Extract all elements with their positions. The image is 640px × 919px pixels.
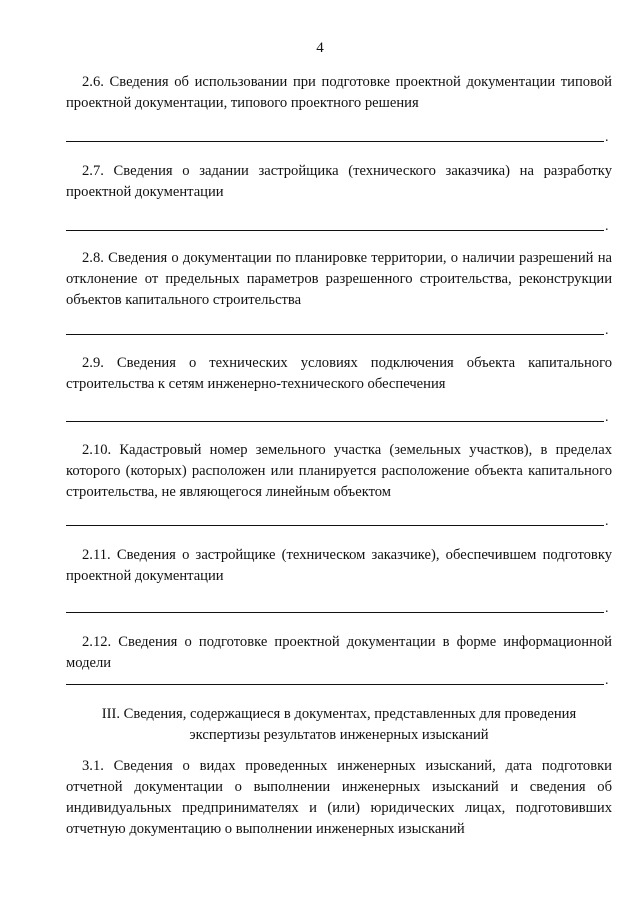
section-3-heading-line-1: III. Сведения, содержащиеся в документах, представленных для проведения bbox=[101, 706, 577, 722]
section-2-6-text: 2.6. Сведения об использовании при подготовке проектной документации типовой проектной документации, типового проектного решения bbox=[66, 74, 612, 111]
section-2-9-text: 2.9. Сведения о технических условиях подключения объекта капитального строительства к сетям инженерно-технического обеспечения bbox=[66, 355, 612, 392]
section-2-7-text: 2.7. Сведения о задании застройщика (технического заказчика) на разработку проектной документации bbox=[66, 163, 612, 200]
section-2-7-fill-line bbox=[66, 230, 604, 231]
section-2-12-fill-terminator: . bbox=[605, 673, 609, 688]
section-3-1-text: 3.1. Сведения о видах проведенных инженерных изысканий, дата подготовки отчетной документации о выполнении инженерных изысканий и сведения об индивидуальных предпринимателях и (или) юридических лицах, подготовивших отчетную документацию о выполнении инженерных изысканий bbox=[66, 758, 612, 837]
section-2-10-fill-line bbox=[66, 525, 604, 526]
section-2-6-fill-terminator: . bbox=[605, 130, 609, 145]
section-2-11-text: 2.11. Сведения о застройщике (техническом заказчике), обеспечившем подготовку проектной документации bbox=[66, 547, 612, 584]
section-2-9-fill-terminator: . bbox=[605, 410, 609, 425]
section-2-8-text: 2.8. Сведения о документации по планировке территории, о наличии разрешений на отклонение от предельных параметров разрешенного строительства, реконструкции объектов капитального строительства bbox=[66, 250, 612, 308]
section-2-7-fill-terminator: . bbox=[605, 219, 609, 234]
section-2-11-fill-line bbox=[66, 612, 604, 613]
section-3-heading-line-2: экспертизы результатов инженерных изысканий bbox=[189, 727, 489, 743]
section-2-9-fill-line bbox=[66, 421, 604, 422]
section-2-10-text: 2.10. Кадастровый номер земельного участка (земельных участков), в пределах которого (которых) расположен или планируется расположение объекта капитального строительства, не являющегося линейным объектом bbox=[66, 442, 612, 500]
section-2-10-fill-terminator: . bbox=[605, 514, 609, 529]
section-2-8-fill-line bbox=[66, 334, 604, 335]
section-2-12-text: 2.12. Сведения о подготовке проектной документации в форме информационной модели bbox=[66, 634, 612, 671]
section-2-11-fill-terminator: . bbox=[605, 601, 609, 616]
section-2-12-fill-line bbox=[66, 684, 604, 685]
section-2-6-fill-line bbox=[66, 141, 604, 142]
page-number: 4 bbox=[316, 40, 324, 56]
section-2-8-fill-terminator: . bbox=[605, 323, 609, 338]
